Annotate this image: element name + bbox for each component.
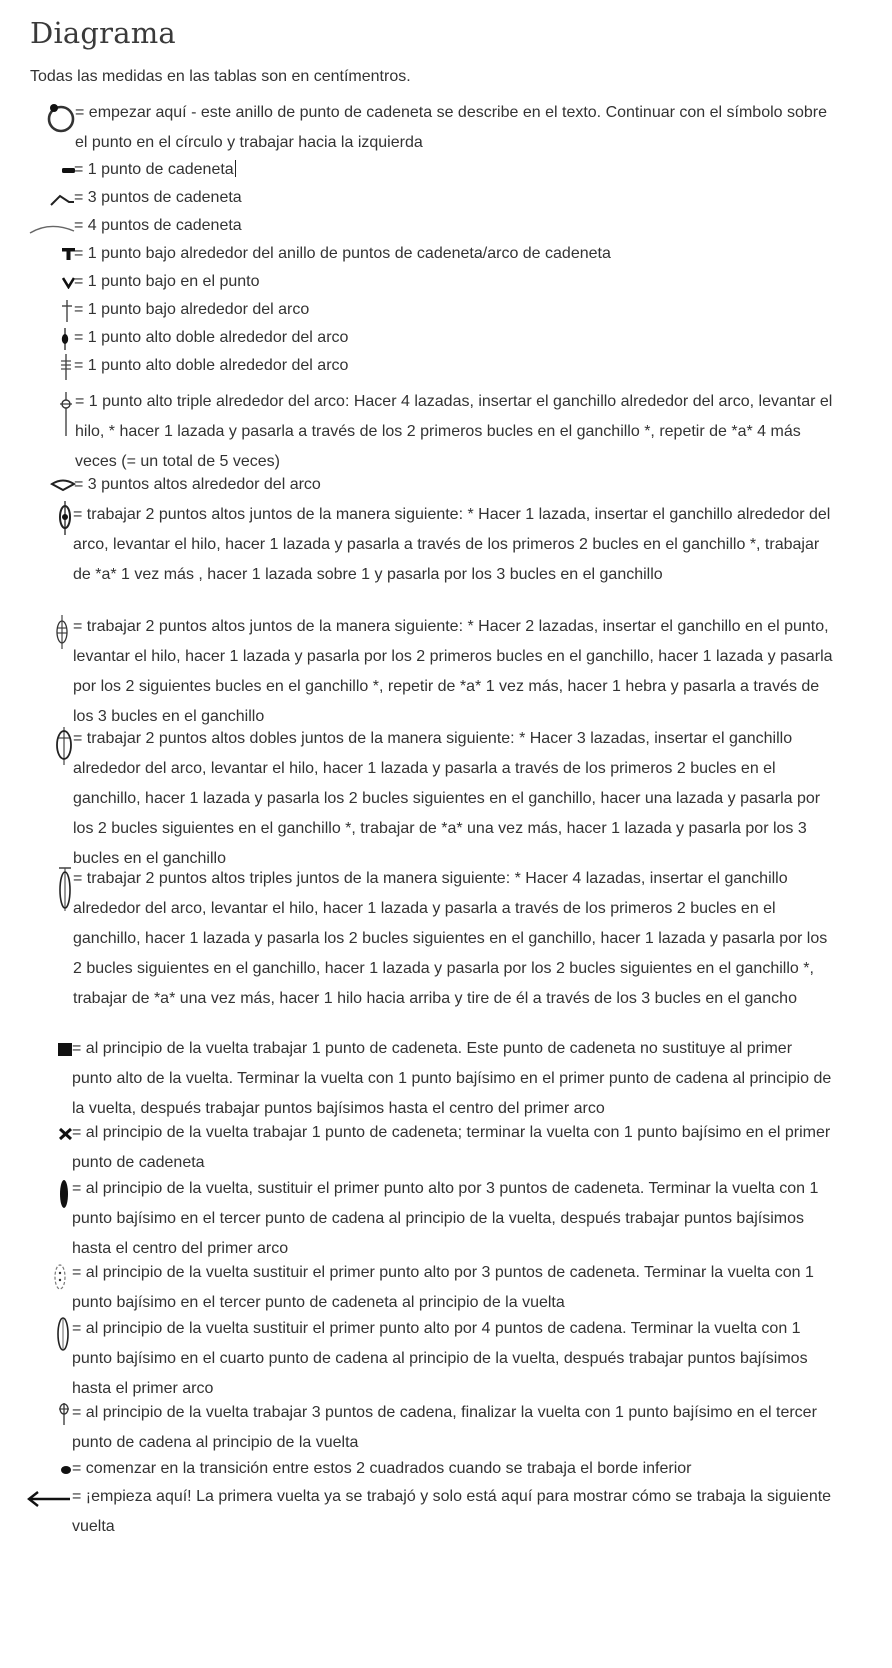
legend-text: = 3 puntos de cadeneta	[74, 189, 242, 206]
start-arrow-icon	[26, 1491, 72, 1507]
legend-text: = al principio de la vuelta trabajar 1 punto de cadeneta; terminar la vuelta con 1 punto bajísimo en el primer punto de cadeneta	[72, 1124, 831, 1171]
legend-text: = 1 punto de cadeneta	[74, 161, 234, 178]
legend-text: = trabajar 2 puntos altos dobles juntos de la manera siguiente: * Hacer 3 lazadas, insertar el ganchillo alrededor del arco, levantar el hilo, hacer 1 lazada y pasarla a través de los primeros 2 bucles en el ganchillo, hacer 1 lazada y pasarla los 2 bucles siguientes en el ganchillo, hacer una lazada y pasarla por los 2 bucles siguientes en el ganchillo *, trabajar de *a* una vez más, hacer 1 lazada y pasarla por los 3 bucles en el ganchillo	[73, 730, 821, 867]
legend-item	[52, 1314, 842, 1404]
round-start-post-icon	[57, 1402, 71, 1426]
legend-text: = 1 punto alto doble alrededor del arco	[74, 329, 349, 346]
legend-text: = al principio de la vuelta trabajar 1 punto de cadeneta. Este punto de cadeneta no sustituye al primer punto alto de la vuelta. Terminar la vuelta con 1 punto bajísimo en el primer punto de cadena al principio de la vuelta, después trabajar puntos bajísimos hasta el centro del primer arco	[72, 1040, 832, 1117]
legend-text: = 3 puntos altos alrededor del arco	[74, 476, 321, 493]
double-crochet-crossbars-icon	[59, 353, 73, 381]
legend-text: = 1 punto bajo alrededor del anillo de puntos de cadeneta/arco de cadeneta	[74, 245, 611, 262]
legend-item	[52, 1454, 842, 1484]
dc2tog-around-arc-icon	[56, 500, 74, 536]
legend-item	[52, 183, 842, 213]
legend-item	[52, 612, 842, 732]
intro-text: Todas las medidas en las tablas son en centímentros.	[30, 68, 411, 85]
legend-text: = 4 puntos de cadeneta	[74, 217, 242, 234]
legend-item	[52, 267, 842, 297]
legend-item	[52, 1398, 842, 1458]
text-cursor	[235, 160, 236, 177]
legend-item	[52, 323, 842, 353]
triple-crochet-icon	[58, 391, 74, 437]
page-title: Diagrama	[30, 16, 176, 50]
legend-text: = al principio de la vuelta trabajar 3 puntos de cadena, finalizar la vuelta con 1 punto bajísimo en el tercer punto de cadena al principio de la vuelta	[72, 1404, 817, 1451]
legend-item	[52, 211, 842, 241]
double-crochet-bead-icon	[59, 327, 71, 351]
legend-text: = 1 punto bajo alrededor del arco	[74, 301, 310, 318]
legend-item	[52, 239, 842, 269]
legend-item	[52, 500, 842, 620]
dc2tog-in-stitch-icon	[54, 614, 70, 650]
tr2tog-icon	[54, 726, 74, 766]
legend-text: = ¡empieza aquí! La primera vuelta ya se trabajó y solo está aquí para mostrar cómo se trabaja la siguiente vuelta	[72, 1488, 832, 1535]
legend-item	[52, 387, 842, 477]
round-start-double-oval-icon	[56, 1316, 70, 1352]
legend-item	[52, 98, 842, 158]
legend-item	[52, 470, 842, 500]
legend-item	[52, 864, 842, 1044]
legend-text: = trabajar 2 puntos altos juntos de la manera siguiente: * Hacer 1 lazada, insertar el ganchillo alrededor del arco, levantar el hilo, hacer 1 lazada y pasarla a través de los primeros 2 bucles en el ganchillo *, trabajar de *a* 1 vez más , hacer 1 lazada sobre 1 y pasarla por los 3 bucles en el ganchillo	[73, 506, 831, 583]
round-start-dotted-oval-icon	[52, 1262, 68, 1292]
legend-item	[52, 1482, 842, 1542]
legend-text: = al principio de la vuelta sustituir el primer punto alto por 3 puntos de cadeneta. Terminar la vuelta con 1 punto bajísimo en el tercer punto de cadeneta al principio de la vuelta	[72, 1264, 814, 1311]
legend-item	[52, 724, 842, 874]
four-chain-arc-icon	[28, 221, 76, 235]
legend-item	[52, 1258, 842, 1318]
legend-text: = 1 punto bajo en el punto	[74, 273, 260, 290]
single-crochet-around-arc-icon	[60, 299, 74, 323]
legend-text: = 1 punto alto doble alrededor del arco	[74, 357, 349, 374]
legend-text: = trabajar 2 puntos altos juntos de la manera siguiente: * Hacer 2 lazadas, insertar el ganchillo en el punto, levantar el hilo, hacer 1 lazada y pasarla por los 2 primeros bucles en el ganchillo, hacer 1 lazada y pasarla por los 2 siguientes bucles en el ganchillo *, repetir de *a* 1 vez más, hacer 1 hebra y pasarla a través de los 3 bucles en el ganchillo	[73, 618, 833, 725]
legend-text: = al principio de la vuelta, sustituir el primer punto alto por 3 puntos de cadeneta. Terminar la vuelta con 1 punto bajísimo en el tercer punto de cadena al principio de la vuelta, después trabajar puntos bajísimos hasta el centro del primer arco	[72, 1180, 819, 1257]
three-chain-arc-icon	[50, 191, 76, 207]
three-dc-cluster-icon	[50, 478, 76, 492]
transition-dot-icon	[60, 1465, 72, 1475]
legend-item	[52, 155, 842, 185]
legend-text: = al principio de la vuelta sustituir el primer punto alto por 4 puntos de cadena. Terminar la vuelta con 1 punto bajísimo en el cuarto punto de cadena al principio de la vuelta, después trabajar puntos bajísimos hasta el primer arco	[72, 1320, 808, 1397]
dtr2tog-icon	[56, 866, 74, 912]
round-start-filled-oval-icon	[58, 1178, 70, 1210]
legend-item	[52, 1118, 842, 1178]
legend-item	[52, 1034, 842, 1124]
legend-item	[52, 1174, 842, 1264]
legend-text: = comenzar en la transición entre estos 2 cuadrados cuando se trabaja el borde inferior	[72, 1460, 692, 1477]
legend-text: = empezar aquí - este anillo de punto de cadeneta se describe en el texto. Continuar con el símbolo sobre el punto en el círculo y trabajar hacia la izquierda	[75, 104, 828, 151]
legend-item	[52, 295, 842, 325]
legend-text: = 1 punto alto triple alrededor del arco: Hacer 4 lazadas, insertar el ganchillo alrededor del arco, levantar el hilo, * hacer 1 lazada y pasarla a través de los 2 primeros bucles en el ganchillo *, repetir de *a* 4 más veces (= un total de 5 veces)	[75, 393, 833, 470]
legend-item	[52, 351, 842, 381]
legend-text: = trabajar 2 puntos altos triples juntos de la manera siguiente: * Hacer 4 lazadas, insertar el ganchillo alrededor del arco, levantar el hilo, hacer 1 lazada y pasarla a través de los primeros 2 bucles en el ganchillo, hacer 1 lazada y pasarla los 2 bucles siguientes en el ganchillo, hacer 1 lazada y pasarla por los 2 bucles siguientes en el ganchillo, hacer 1 lazada y pasarla por los 2 bucles siguientes en el ganchillo *, trabajar de *a* una vez más, hacer 1 hilo hacia arriba y tire de él a través de los 3 bucles en el gancho	[73, 870, 828, 1007]
start-ring-icon	[46, 102, 76, 134]
